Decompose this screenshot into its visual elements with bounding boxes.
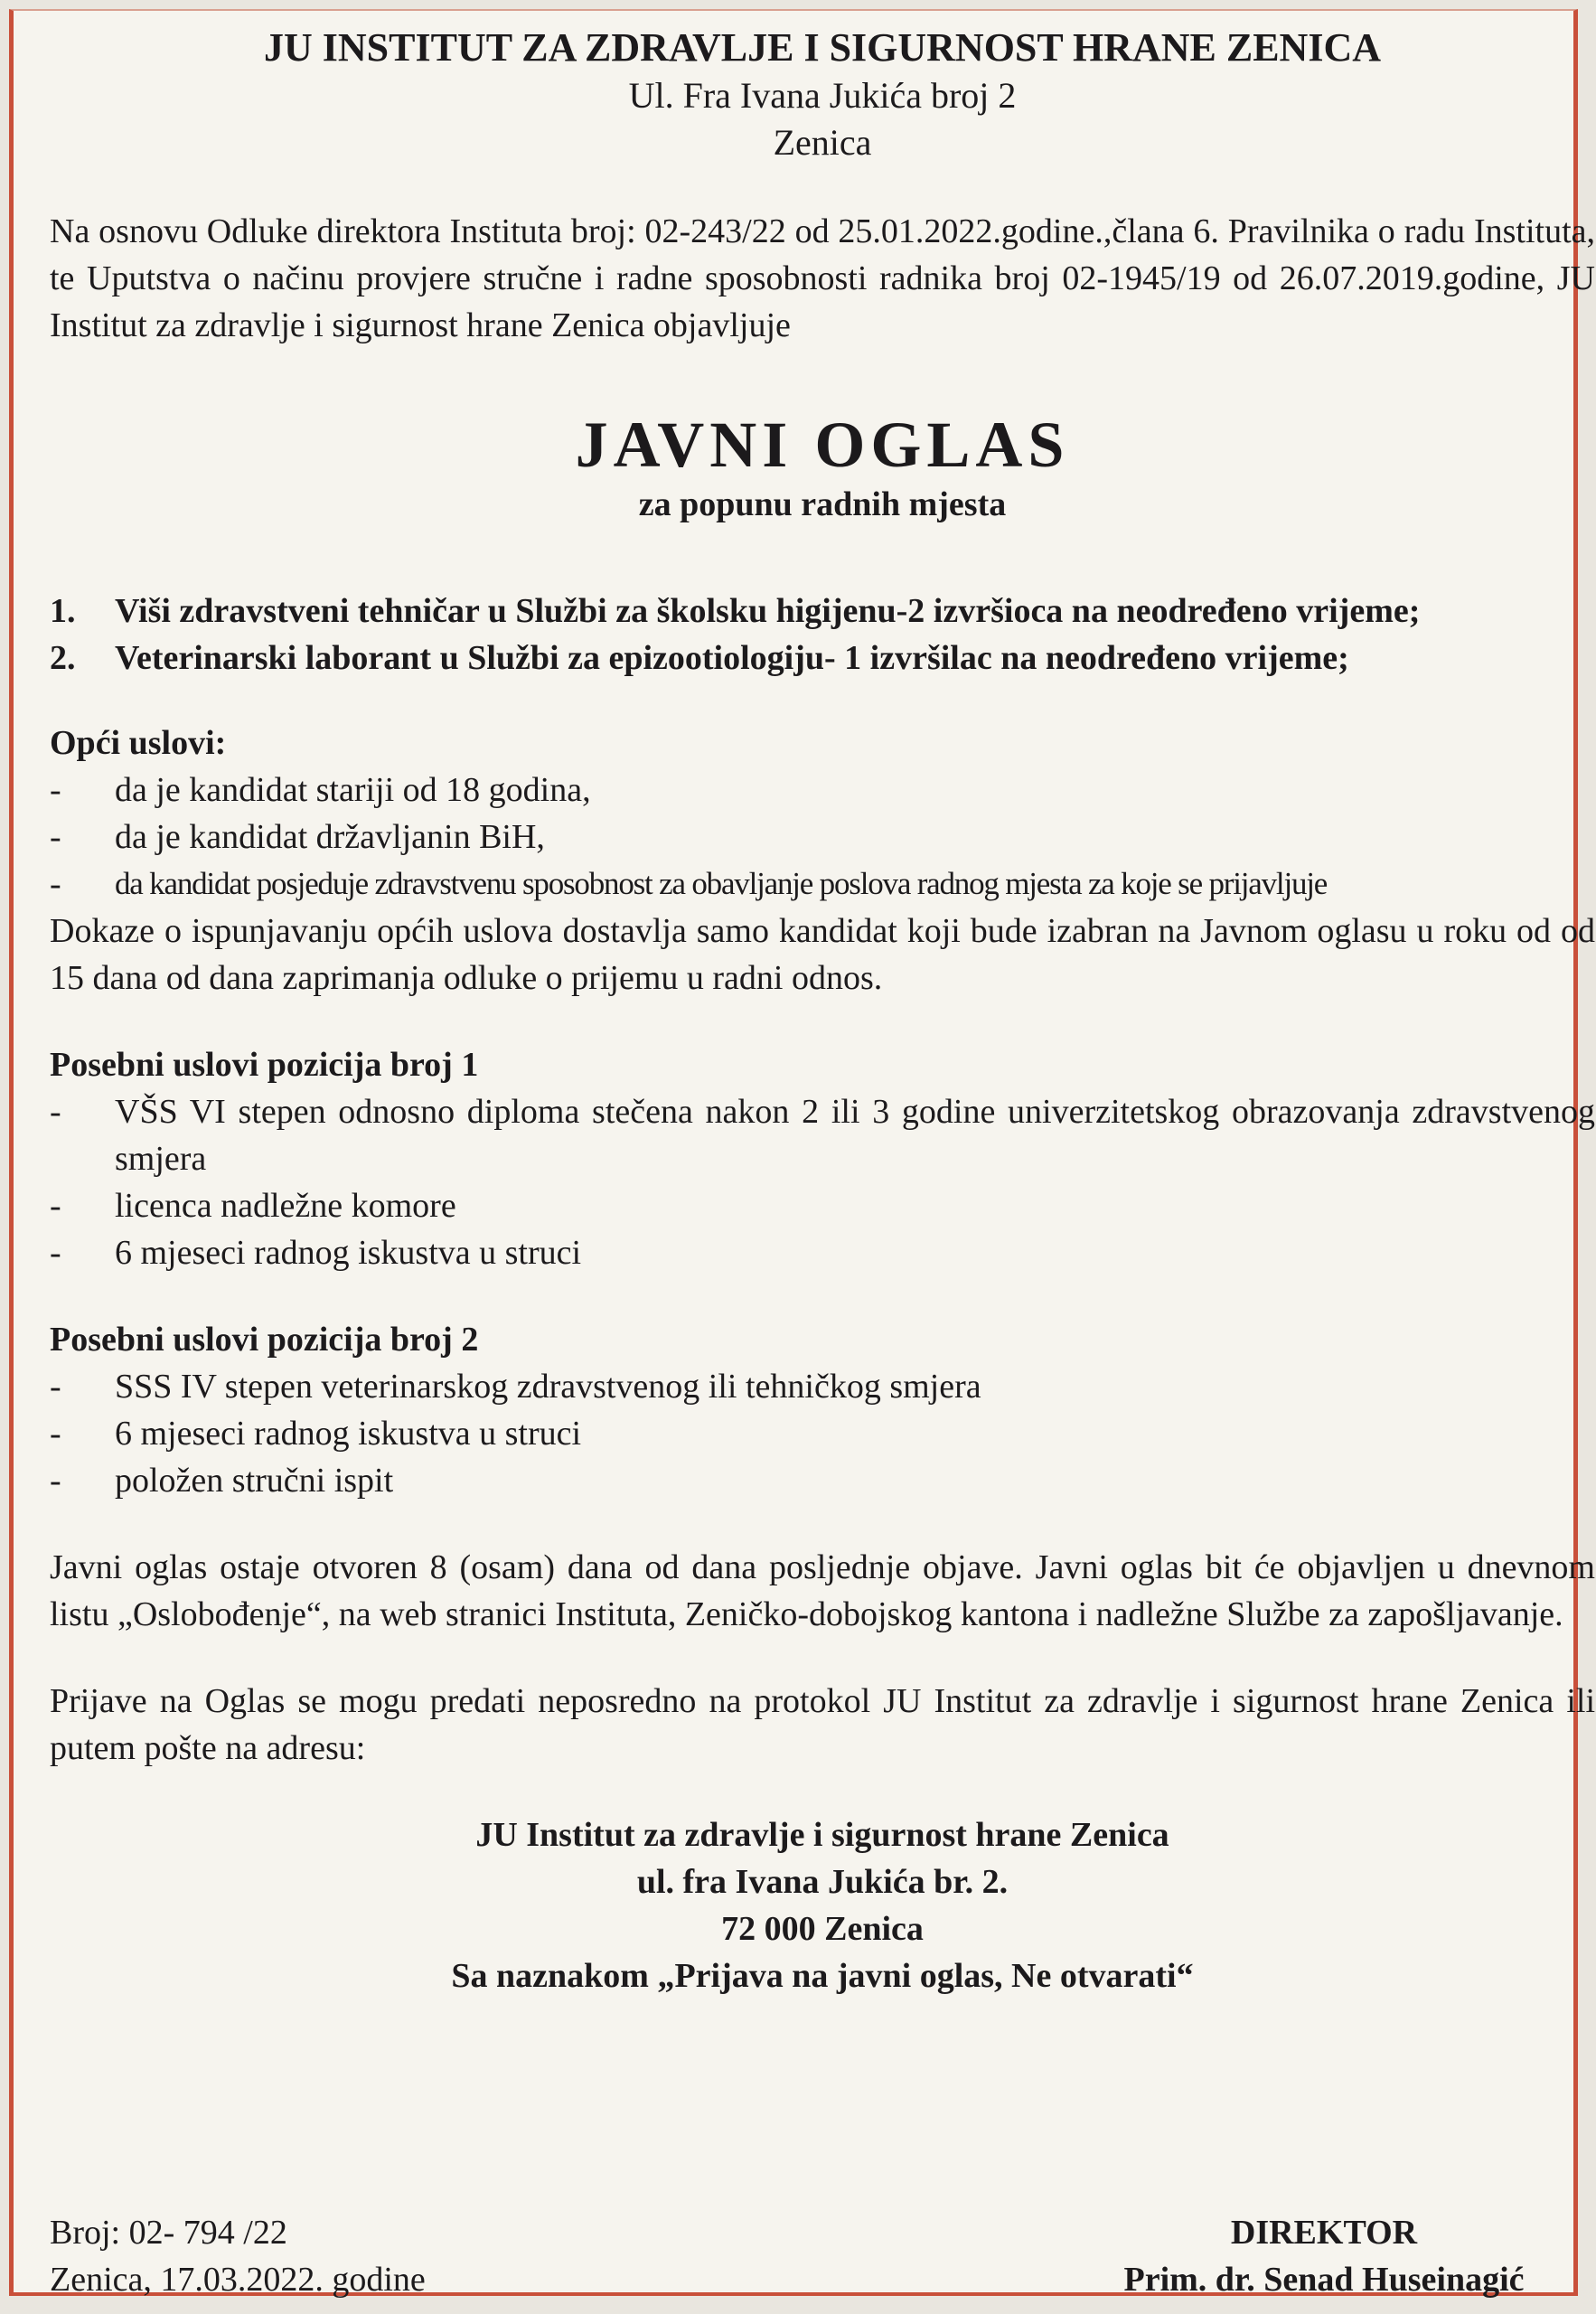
announcement-subtitle: za popunu radnih mjesta [638, 485, 1007, 523]
address-line: JU Institut za zdravlje i sigurnost hrane Zenica [475, 1816, 1169, 1854]
list-item [50, 1363, 1595, 1410]
list-item [50, 814, 1595, 861]
address-line: 72 000 Zenica [721, 1910, 924, 1948]
issue-date: Zenica, 17.03.2022. godine [50, 2261, 426, 2299]
list-item [50, 1410, 1595, 1457]
list-item [50, 767, 1595, 814]
intro-paragraph: Na osnovu Odluke direktora Instituta broj: 02-243/22 od 25.01.2022.godine.,člana 6. Pravilnika o radu Instituta, te Uputstva o načinu provjere stručne i radne sposobnosti radnika broj 02-1945/19 od 26.07.2019.godine, JU Institut za zdravlje i sigurnost hrane Zenica objavljuje [50, 212, 1595, 344]
open-period-paragraph: Javni oglas ostaje otvoren 8 (osam) dana od dana posljednje objave. Javni oglas bit će objavljen u dnevnom listu „Oslobođenje“, na web stranici Instituta, Zeničko-dobojskog kantona i nadležne Službe za zapošljavanje. [50, 1548, 1595, 1633]
announcement-sheet [9, 9, 1595, 2299]
list-item-text: da kandidat posjeduje zdravstvenu sposobnost za obavljanje poslova radnog mjesta za koje se prijavljuje [115, 866, 1328, 901]
list-item [50, 861, 1595, 908]
institution-city: Zenica [773, 122, 872, 163]
announcement-title: JAVNI OGLAS [575, 409, 1070, 481]
special-conditions-2-heading: Posebni uslovi pozicija broj 2 [50, 1321, 479, 1359]
list-dash: - [50, 1368, 61, 1406]
signatory-name: Prim. dr. Senad Huseinagić [1123, 2261, 1525, 2299]
position-number: 1. [50, 592, 76, 630]
list-item-text: 6 mjeseci radnog iskustva u struci [115, 1234, 582, 1272]
special-conditions-2-list [50, 1363, 1595, 1504]
special-conditions-1-list [50, 1088, 1595, 1276]
special-conditions-1-heading: Posebni uslovi pozicija broj 1 [50, 1046, 479, 1084]
list-dash: - [50, 865, 61, 903]
list-item-text: SSS IV stepen veterinarskog zdravstvenog ili tehničkog smjera [115, 1368, 981, 1406]
position-item [50, 588, 1595, 635]
institution-street: Ul. Fra Ivana Jukića broj 2 [628, 75, 1017, 116]
general-conditions-note: Dokaze o ispunjavanju općih uslova dostavlja samo kandidat koji bude izabran na Javnom oglasu u roku od od 15 dana od dana zaprimanja odluke o prijemu u radni odnos. [50, 912, 1595, 997]
reference-block [50, 2209, 426, 2303]
list-item [50, 1229, 1595, 1276]
list-item-text: VŠS VI stepen odnosno diploma stečena nakon 2 ili 3 godine univerzitetskog obrazovanja zdravstvenog smjera [115, 1093, 1595, 1178]
positions-list [50, 588, 1595, 682]
list-dash: - [50, 818, 61, 856]
list-dash: - [50, 1093, 61, 1131]
list-item [50, 1088, 1595, 1182]
list-item-text: da je kandidat državljanin BiH, [115, 818, 545, 856]
submission-paragraph: Prijave na Oglas se mogu predati neposredno na protokol JU Institut za zdravlje i sigurnost hrane Zenica ili putem pošte na adresu: [50, 1682, 1595, 1767]
list-item-text: licenca nadležne komore [115, 1187, 456, 1225]
list-item-text: položen stručni ispit [115, 1462, 394, 1500]
list-dash: - [50, 1187, 61, 1225]
mailing-address [50, 1811, 1595, 1999]
signatory-role: DIREKTOR [1230, 2214, 1418, 2252]
general-conditions-list [50, 767, 1595, 908]
institution-name: JU INSTITUT ZA ZDRAVLJE I SIGURNOST HRANE ZENICA [263, 25, 1382, 70]
list-dash: - [50, 1415, 61, 1453]
list-dash: - [50, 771, 61, 809]
list-item [50, 1182, 1595, 1229]
reference-number: Broj: 02- 794 /22 [50, 2214, 287, 2252]
institution-header [50, 24, 1595, 166]
list-dash: - [50, 1234, 61, 1272]
general-conditions-heading: Opći uslovi: [50, 724, 227, 762]
position-text: Veterinarski laborant u Službi za epizootiologiju- 1 izvršilac na neodređeno vrijeme; [115, 639, 1349, 677]
list-item [50, 1457, 1595, 1504]
list-item-text: 6 mjeseci radnog iskustva u struci [115, 1415, 582, 1453]
position-item [50, 635, 1595, 682]
list-item-text: da je kandidat stariji od 18 godina, [115, 771, 591, 809]
signature-block [1071, 2209, 1577, 2303]
list-dash: - [50, 1462, 61, 1500]
announcement-content [50, 24, 1595, 2299]
position-number: 2. [50, 639, 76, 677]
address-line: ul. fra Ivana Jukića br. 2. [636, 1863, 1009, 1901]
address-line: Sa naznakom „Prijava na javni oglas, Ne otvarati“ [451, 1957, 1194, 1995]
position-text: Viši zdravstveni tehničar u Službi za školsku higijenu-2 izvršioca na neodređeno vrijeme; [115, 592, 1421, 630]
